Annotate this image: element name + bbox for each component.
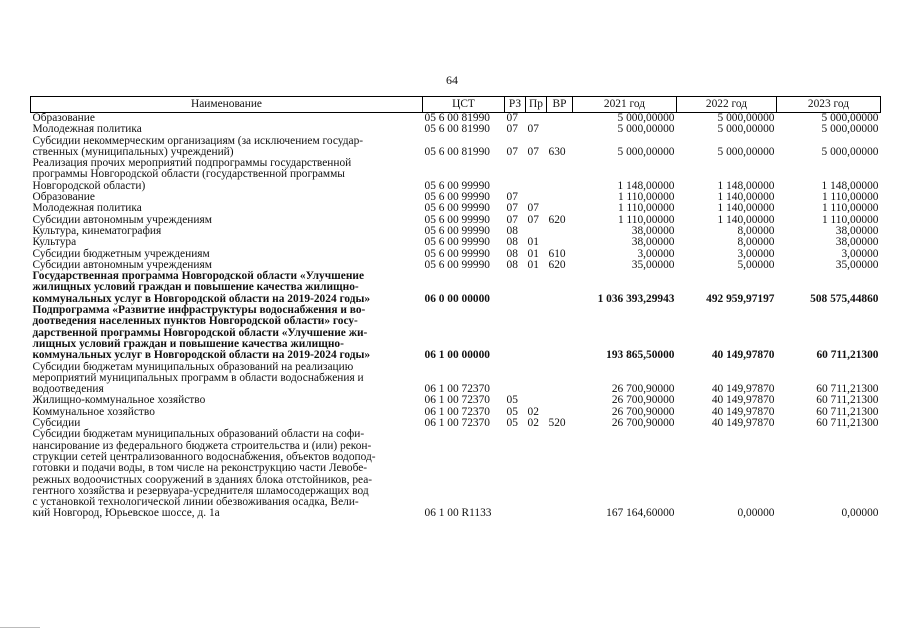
row-rz: 08 — [506, 236, 518, 249]
row-name-line: с установкой технологической линии обезвоживания осадка, Вели- — [32, 496, 359, 509]
row-value-2021: 38,00000 — [631, 236, 675, 249]
row-value-2023: 5 000,00000 — [821, 112, 879, 124]
row-vr — [547, 124, 573, 135]
row-name-line: кий Новгород, Юрьевское шоссе, д. 1а — [32, 507, 220, 520]
row-value-2022: 5,00000 — [737, 258, 775, 271]
header-cst: ЦСТ — [423, 97, 505, 113]
page-number: 64 — [446, 73, 458, 87]
row-cst: 06 1 00 72370 — [424, 394, 490, 407]
row-value-2022: 8,00000 — [737, 236, 775, 249]
row-pr: 07 — [527, 213, 539, 226]
row-value-2022: 3,00000 — [737, 247, 775, 260]
row-value-2021: 35,00000 — [631, 258, 675, 271]
row-value-2021: 26 700,90000 — [611, 383, 675, 396]
row-value-2021: 1 036 393,29943 — [597, 292, 675, 305]
table-row — [31, 203, 881, 214]
row-vr — [547, 271, 573, 305]
row-rz: 08 — [506, 224, 518, 237]
row-vr — [547, 395, 573, 406]
row-vr: 620 — [548, 213, 566, 226]
row-name-line: Коммунальное хозяйство — [32, 405, 155, 418]
row-name-line: готовки и подачи воды, в том числе на реконструкцию части Левобе- — [32, 462, 368, 475]
row-pr: 07 — [527, 145, 539, 158]
row-rz: 07 — [506, 145, 518, 158]
row-value-2022: 40 149,97870 — [711, 417, 775, 430]
row-pr — [526, 429, 547, 519]
table-row — [31, 362, 881, 396]
row-cst: 06 0 00 00000 — [424, 292, 490, 305]
row-value-2023: 60 711,21300 — [816, 349, 879, 362]
header-pr: Пр — [526, 97, 547, 113]
row-value-2022: 5 000,00000 — [717, 145, 775, 158]
row-rz — [505, 362, 526, 396]
row-name-line: Подпрограмма «Развитие инфраструктуры водоснабжения и во- — [32, 304, 366, 317]
row-name — [31, 124, 423, 135]
row-value-2022: 5 000,00000 — [717, 123, 775, 136]
row-vr — [547, 362, 573, 396]
row-vr — [547, 237, 573, 248]
row-value-2023: 1 148,00000 — [821, 179, 879, 192]
row-value-2022: 1 148,00000 — [717, 179, 775, 192]
row-rz: 08 — [506, 247, 518, 260]
row-pr — [526, 305, 547, 361]
row-rz: 05 — [506, 405, 518, 418]
row-pr — [526, 158, 547, 192]
row-cst: 05 6 00 99990 — [424, 247, 490, 260]
row-name — [31, 226, 423, 237]
row-value-2023: 1 110,00000 — [821, 191, 879, 204]
row-cst: 05 6 00 99990 — [424, 213, 490, 226]
row-name-line: Субсидии — [32, 417, 81, 430]
row-name-line: Новгородской области) — [32, 179, 146, 192]
table-row — [31, 124, 881, 135]
row-name-line: Жилищно-коммунальное хозяйство — [32, 394, 206, 407]
row-name — [31, 237, 423, 248]
row-vr — [547, 429, 573, 519]
row-cst: 05 6 00 99990 — [424, 236, 490, 249]
row-name-line: Субсидии автономным учреждениям — [32, 258, 212, 271]
table-row — [31, 271, 881, 305]
row-vr: 620 — [548, 258, 566, 271]
row-value-2023: 35,00000 — [835, 258, 879, 271]
row-cst: 05 6 00 81990 — [424, 123, 490, 136]
budget-table — [30, 96, 881, 520]
row-value-2021: 38,00000 — [631, 224, 675, 237]
row-value-2023: 38,00000 — [835, 236, 879, 249]
row-name-line: Субсидии бюджетным учреждениям — [32, 247, 210, 260]
row-value-2021: 5 000,00000 — [617, 112, 675, 124]
row-name-line: Молодежная политика — [32, 202, 142, 215]
row-rz: 07 — [506, 202, 518, 215]
row-cst: 05 6 00 81990 — [424, 112, 490, 124]
row-value-2023: 1 110,00000 — [821, 202, 879, 215]
table-row — [31, 237, 881, 248]
row-name — [31, 362, 423, 396]
row-name-line: Субсидии автономным учреждениям — [32, 213, 212, 226]
row-value-2021: 1 110,00000 — [617, 191, 675, 204]
row-name-line: нансирование из федерального бюджета строительства и (или) рекон- — [32, 439, 372, 452]
row-cst: 05 6 00 99990 — [424, 258, 490, 271]
row-rz: 07 — [506, 123, 518, 136]
row-vr — [547, 113, 573, 125]
row-pr: 01 — [527, 236, 539, 249]
row-value-2021: 1 148,00000 — [617, 179, 675, 192]
row-value-2021: 5 000,00000 — [617, 123, 675, 136]
row-value-2023: 0,00000 — [841, 507, 879, 520]
row-value-2023: 38,00000 — [835, 224, 879, 237]
row-cst: 06 1 00 00000 — [424, 349, 490, 362]
table-row — [31, 429, 881, 519]
row-vr — [547, 203, 573, 214]
row-pr: 02 — [527, 417, 539, 430]
row-name — [31, 271, 423, 305]
row-value-2023: 3,00000 — [841, 247, 879, 260]
row-name-line: гентного хозяйства и резервуара-усреднителя шламосодержащих вод — [32, 484, 369, 497]
row-name-line: коммунальных услуг в Новгородской области на 2019-2024 годы» — [32, 292, 371, 305]
header-2022: 2022 год — [677, 97, 777, 113]
row-pr — [526, 362, 547, 396]
footer-divider — [0, 627, 40, 628]
row-value-2023: 60 711,21300 — [816, 417, 879, 430]
row-name-line: Образование — [32, 112, 95, 124]
row-name-line: дарственной программы Новгородской области «Улучшение жи- — [32, 326, 368, 339]
row-cst: 05 6 00 99990 — [424, 202, 490, 215]
row-name-line: Субсидии бюджетам муниципальных образований на реализацию — [32, 360, 354, 373]
row-value-2022: 1 140,00000 — [717, 213, 775, 226]
row-value-2022: 5 000,00000 — [717, 112, 775, 124]
row-pr: 07 — [527, 202, 539, 215]
table-row — [31, 305, 881, 361]
row-value-2022: 40 149,97870 — [711, 394, 775, 407]
row-rz: 05 — [506, 417, 518, 430]
row-name-line: коммунальных услуг в Новгородской области на 2019-2024 годы» — [32, 349, 371, 362]
row-value-2023: 60 711,21300 — [816, 405, 879, 418]
row-value-2023: 5 000,00000 — [821, 145, 879, 158]
row-pr — [526, 271, 547, 305]
row-rz: 08 — [506, 258, 518, 271]
row-name — [31, 305, 423, 361]
table-header — [31, 97, 881, 113]
row-value-2021: 1 110,00000 — [617, 213, 675, 226]
row-value-2023: 508 575,44860 — [810, 292, 879, 305]
row-value-2023: 60 711,21300 — [816, 394, 879, 407]
row-name-line: струкции сетей централизованного водоснабжения, объектов водопод- — [32, 450, 376, 463]
row-value-2023: 5 000,00000 — [821, 123, 879, 136]
row-value-2021: 26 700,90000 — [611, 417, 675, 430]
row-name-line: водоотведения — [32, 383, 104, 396]
row-cst: 06 1 00 R1133 — [424, 507, 492, 520]
row-vr: 520 — [548, 417, 566, 430]
row-cst: 05 6 00 99990 — [424, 224, 490, 237]
row-name-line: Молодежная политика — [32, 123, 142, 136]
row-cst: 06 1 00 72370 — [424, 383, 490, 396]
row-value-2022: 40 149,97870 — [711, 405, 775, 418]
row-value-2023: 1 110,00000 — [821, 213, 879, 226]
row-rz: 07 — [506, 191, 518, 204]
row-pr: 01 — [527, 258, 539, 271]
row-vr — [547, 158, 573, 192]
row-value-2022: 40 149,97870 — [711, 383, 775, 396]
row-rz: 05 — [506, 394, 518, 407]
row-value-2022: 1 140,00000 — [717, 202, 775, 215]
row-name-line: Культура — [32, 236, 77, 249]
table-row — [31, 136, 881, 159]
header-name: Наименование — [31, 97, 423, 113]
row-rz — [505, 158, 526, 192]
row-value-2021: 3,00000 — [637, 247, 675, 260]
row-rz: 07 — [506, 213, 518, 226]
row-name-line: Реализация прочих мероприятий подпрограммы государственной — [32, 157, 352, 170]
row-value-2022: 492 959,97197 — [706, 292, 775, 305]
row-rz — [505, 271, 526, 305]
row-cst: 05 6 00 99990 — [424, 179, 490, 192]
row-pr: 01 — [527, 247, 539, 260]
row-name — [31, 407, 423, 418]
row-value-2022: 40 149,97870 — [711, 349, 775, 362]
row-name-line: Субсидии некоммерческим организациям (за исключением государ- — [32, 134, 364, 147]
row-name-line: программы Новгородской области (государственной программы — [32, 168, 345, 181]
row-value-2021: 26 700,90000 — [611, 394, 675, 407]
row-vr — [547, 192, 573, 203]
row-name-line: Образование — [32, 191, 95, 204]
row-name — [31, 203, 423, 214]
row-rz — [505, 305, 526, 361]
row-value-2022: 8,00000 — [737, 224, 775, 237]
header-2021: 2021 год — [573, 97, 677, 113]
row-cst: 05 6 00 81990 — [424, 145, 490, 158]
header-vr: ВР — [547, 97, 573, 113]
row-name — [31, 429, 423, 519]
row-pr: 02 — [527, 405, 539, 418]
row-name-line: Культура, кинематография — [32, 224, 162, 237]
row-vr — [547, 305, 573, 361]
row-value-2022: 0,00000 — [737, 507, 775, 520]
header-rz: РЗ — [505, 97, 526, 113]
row-cst: 05 6 00 99990 — [424, 191, 490, 204]
row-value-2021: 26 700,90000 — [611, 405, 675, 418]
row-name-line: Государственная программа Новгородской области «Улучшение — [32, 270, 365, 283]
row-value-2021: 193 865,50000 — [606, 349, 675, 362]
row-rz: 07 — [506, 112, 518, 124]
row-vr — [547, 226, 573, 237]
row-name-line: ственных (муниципальных) учреждений) — [32, 145, 234, 158]
table-row — [31, 158, 881, 192]
row-value-2022: 1 140,00000 — [717, 191, 775, 204]
row-value-2023: 60 711,21300 — [816, 383, 879, 396]
row-name-line: лищных условий граждан и повышение качества жилищно- — [32, 337, 344, 350]
header-2023: 2023 год — [777, 97, 881, 113]
row-value-2021: 5 000,00000 — [617, 145, 675, 158]
row-name — [31, 136, 423, 159]
row-name-line: доотведения населенных пунктов Новгородской области» госу- — [32, 315, 358, 328]
row-name-line: мероприятий муниципальных программ в области водоснабжения и — [32, 371, 364, 384]
row-vr: 610 — [548, 247, 566, 260]
row-cst: 06 1 00 72370 — [424, 405, 490, 418]
row-rz — [505, 429, 526, 519]
row-name-line: режных водоочистных сооружений в зданиях блока отстойников, реа- — [32, 473, 373, 486]
row-name — [31, 158, 423, 192]
row-cst: 06 1 00 72370 — [424, 417, 490, 430]
row-vr: 630 — [548, 145, 566, 158]
table-body — [31, 113, 881, 520]
row-value-2021: 1 110,00000 — [617, 202, 675, 215]
row-name-line: Субсидии бюджетам муниципальных образований области на софи- — [32, 428, 365, 441]
row-name-line: жилищных условий граждан и повышение качества жилищно- — [32, 281, 359, 294]
row-pr: 07 — [527, 123, 539, 136]
row-value-2021: 167 164,60000 — [606, 507, 675, 520]
